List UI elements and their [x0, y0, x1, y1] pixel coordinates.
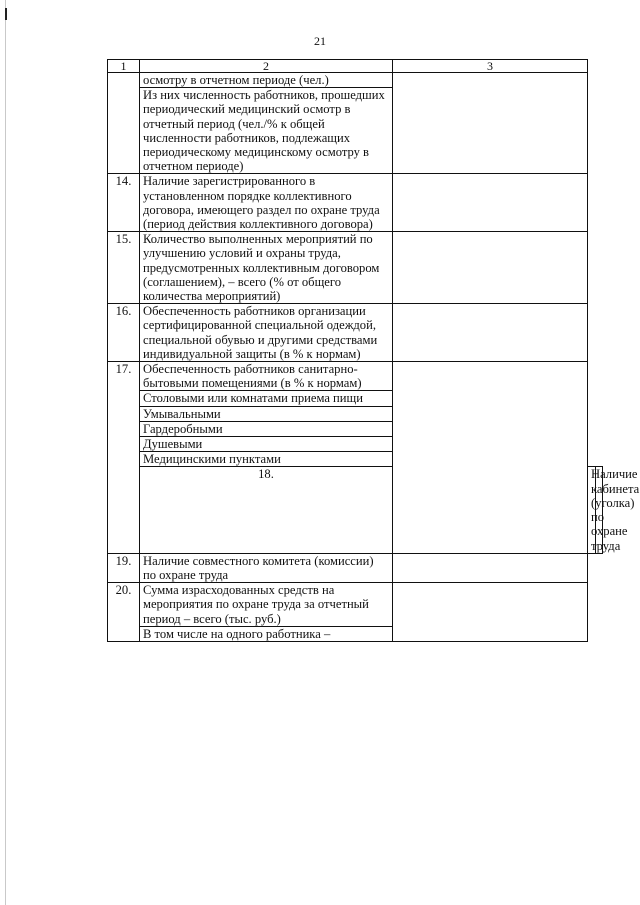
- value-cell[interactable]: [393, 362, 588, 554]
- row-text: Обеспеченность работников организации сертифицированной специальной одеждой, специальной обувью и другими средствами индивидуальной защиты (в % к нормам): [140, 304, 393, 362]
- subrow-text: Медицинскими пунктами: [140, 452, 393, 467]
- row-text: Наличие зарегистрированного в установленном порядке коллективного договора, имеющего раздел по охране труда (период действия коллективного договора): [140, 174, 393, 232]
- page-number: 21: [314, 34, 326, 48]
- row-text: Из них численность работников, прошедших периодический медицинский осмотр в отчетный период (чел./% к общей численности работников, подлежащих периодическому медицинскому осмотру в отчетном периоде): [140, 88, 393, 174]
- table-row: [108, 362, 603, 391]
- header-col-3: 3: [393, 60, 588, 73]
- value-cell[interactable]: [393, 553, 588, 582]
- header-col-2: 2: [140, 60, 393, 73]
- value-cell[interactable]: [393, 232, 588, 304]
- row-number: 17.: [108, 362, 140, 554]
- header-col-1: 1: [108, 60, 140, 73]
- row-number: 18.: [140, 467, 393, 553]
- scan-edge-mark: [5, 8, 7, 20]
- subrow-text: Столовыми или комнатами приема пищи: [140, 391, 393, 406]
- value-cell[interactable]: [393, 174, 588, 232]
- value-cell[interactable]: [393, 73, 588, 174]
- row-number-cell: [108, 73, 140, 174]
- subrow-text: Душевыми: [140, 437, 393, 452]
- subrow-text: Гардеробными: [140, 421, 393, 436]
- row-text: Наличие совместного комитета (комиссии) по охране труда: [140, 553, 393, 582]
- row-text: Количество выполненных мероприятий по улучшению условий и охраны труда, предусмотренных коллективным договором (соглашением), – всего (% от общего количества мероприятий): [140, 232, 393, 304]
- row-number: 20.: [108, 583, 140, 642]
- subrow-text: В том числе на одного работника –: [140, 626, 393, 641]
- table-row: [108, 73, 603, 88]
- header-row: [108, 60, 603, 73]
- row-number: 19.: [108, 553, 140, 582]
- value-cell[interactable]: [393, 304, 588, 362]
- table-row: [108, 553, 603, 582]
- subrow-text: Умывальными: [140, 406, 393, 421]
- table-row: [108, 174, 603, 232]
- row-text: Обеспеченность работников санитарно-бытовыми помещениями (в % к нормам): [140, 362, 393, 391]
- row-number: 14.: [108, 174, 140, 232]
- table-row: [108, 304, 603, 362]
- table-row: [108, 583, 603, 627]
- value-cell[interactable]: [393, 583, 588, 642]
- row-number: 16.: [108, 304, 140, 362]
- row-number: 15.: [108, 232, 140, 304]
- row-text: осмотру в отчетном периоде (чел.): [140, 73, 393, 88]
- scan-edge-line: [5, 0, 6, 905]
- row-text: Наличие кабинета (уголка) по охране труда: [588, 467, 596, 553]
- row-text: Сумма израсходованных средств на мероприятия по охране труда за отчетный период – всего (тыс. руб.): [140, 583, 393, 627]
- table-row: [108, 232, 603, 304]
- report-table: [107, 59, 640, 642]
